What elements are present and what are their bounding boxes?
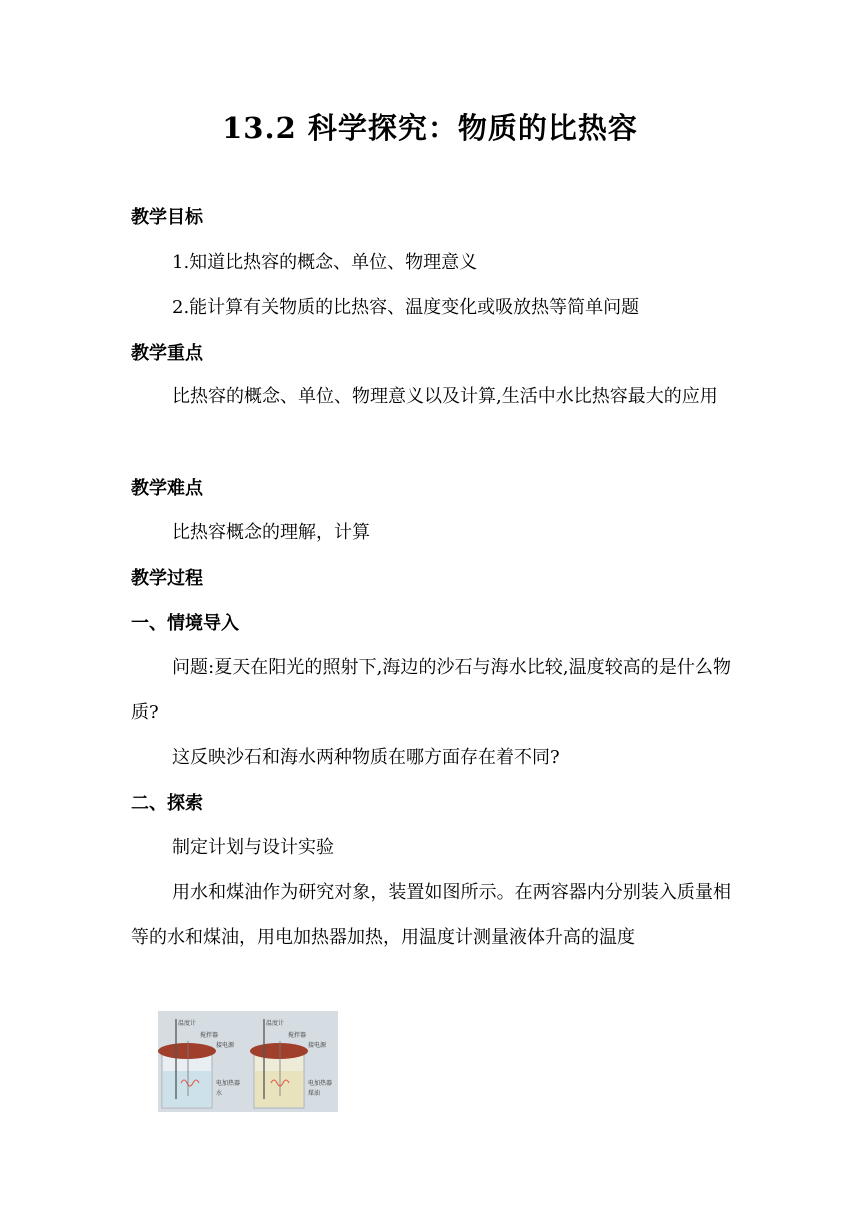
difficulties-text: 比热容概念的理解，计算 — [172, 522, 370, 543]
left-label-thermometer: 温度计 — [178, 1020, 197, 1027]
key-points-heading: 教学重点 — [131, 343, 203, 364]
intro-followup: 这反映沙石和海水两种物质在哪方面存在着不同? — [172, 747, 560, 768]
objective-item-2: 2.能计算有关物质的比热容、温度变化或吸放热等简单问题 — [172, 297, 640, 318]
explore-heading: 二、探索 — [131, 793, 203, 814]
left-lid — [158, 1043, 216, 1059]
key-points-text: 比热容的概念、单位、物理意义以及计算,生活中水比热容最大的应用 — [172, 386, 718, 407]
left-label-liquid: 水 — [216, 1090, 223, 1097]
explore-description: 用水和煤油作为研究对象，装置如图所示。在两容器内分别装入质量相等的水和煤油，用电加热器加热，用温度计测量液体升高的温度 — [131, 882, 731, 948]
explore-plan: 制定计划与设计实验 — [172, 837, 334, 858]
experiment-figure — [158, 1011, 338, 1112]
intro-question: 问题:夏天在阳光的照射下,海边的沙石与海水比较,温度较高的是什么物质? — [131, 657, 731, 723]
left-label-heater: 电加热器 — [216, 1080, 241, 1087]
left-label-stirrer: 搅拌器 — [200, 1032, 219, 1039]
right-label-liquid: 煤油 — [308, 1090, 321, 1097]
objective-item-1: 1.知道比热容的概念、单位、物理意义 — [172, 252, 478, 273]
process-heading: 教学过程 — [131, 568, 203, 589]
right-label-stirrer: 搅拌器 — [288, 1032, 307, 1039]
difficulties-heading: 教学难点 — [131, 478, 203, 499]
right-label-power: 接电源 — [308, 1042, 327, 1049]
experiment-apparatus-illustration — [158, 1011, 338, 1112]
objectives-heading: 教学目标 — [131, 207, 203, 228]
right-label-thermometer: 温度计 — [266, 1020, 285, 1027]
intro-heading: 一、情境导入 — [131, 613, 239, 634]
page-title: 13.2 科学探究：物质的比热容 — [222, 111, 638, 145]
left-label-power: 接电源 — [216, 1042, 235, 1049]
right-label-heater: 电加热器 — [308, 1080, 333, 1087]
right-lid — [250, 1043, 308, 1059]
